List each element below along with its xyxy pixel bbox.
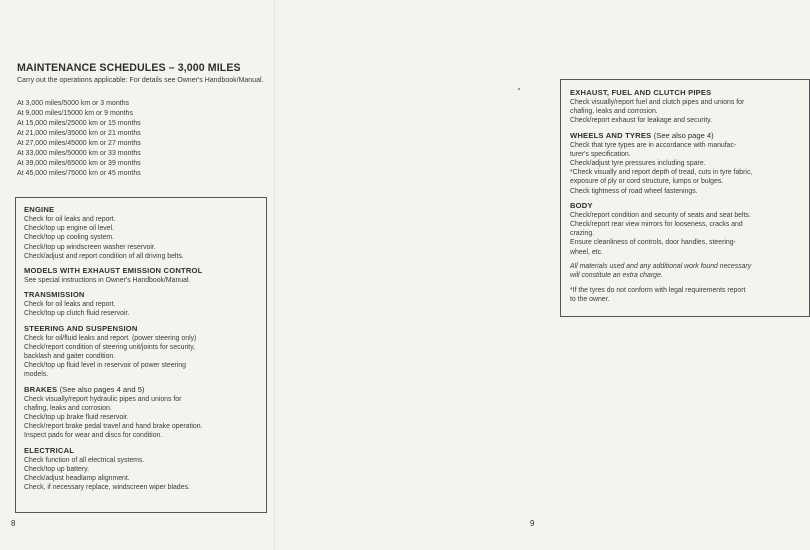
section-title-emission-control [24,266,259,276]
section-note: (See also page 4) [653,130,714,140]
page-title: MAINTENANCE SCHEDULES – 3,000 MILES [17,62,241,74]
extra-charge-note [570,262,802,280]
section-heading: EXHAUST, FUEL AND CLUTCH PIPES [570,88,712,97]
left-checklist-box [15,197,267,513]
checklist-line: *Check visually and report depth of tread, cuts in tyre fabric, [570,169,753,177]
checklist-line: Check for oil leaks and report. [24,301,116,309]
section-heading: ENGINE [24,205,55,214]
checklist-line: Check/report condition and security of seats and seat belts. [570,211,751,219]
section-heading: WHEELS AND TYRES [570,130,652,140]
section-title-body [570,201,802,211]
left-page [0,0,275,550]
checklist-line: Check/report brake pedal travel and hand brake operation. [24,423,203,431]
checklist-line: Check/top up fluid level in reservoir of power steering [24,362,187,370]
schedule-item: At 39,000 miles/65000 km or 39 months [17,160,141,167]
note-line: All materials used and any additional work found necessary [570,262,752,270]
checklist-line: Check/top up windscreen washer reservoir. [24,243,156,251]
right-page [275,0,753,550]
page-number-right: 9 [530,519,535,528]
section-heading: TRANSMISSION [24,290,85,300]
checklist-line: Check/top up clutch fluid reservoir. [24,310,130,318]
schedule-item: At 15,000 miles/25000 km or 15 months [17,120,141,127]
schedule-item: At 33,000 miles/50000 km or 33 months [17,150,141,157]
section-brakes [24,385,259,441]
checklist-line: Check/top up battery. [24,465,89,473]
checklist-line: Check/adjust tyre pressures including spare. [570,160,706,168]
section-transmission [24,290,259,318]
section-body [570,201,802,257]
checklist-line: Check for oil leaks and report. [24,216,116,223]
checklist-line: Check/report rear view mirrors for looseness, cracks and [570,221,743,229]
section-electrical [24,446,259,493]
checklist-line: chafing, leaks and corrosion. [570,108,658,116]
section-engine [24,205,259,261]
checklist-line: Check/top up cooling system. [24,234,115,242]
schedule-item: At 27,000 miles/45000 km or 27 months [17,140,141,147]
section-title-engine [24,205,259,215]
section-emission-control [24,266,259,285]
checklist-line: Check/top up engine oil level. [24,225,115,233]
right-checklist-box [560,79,810,317]
section-wheels-tyres [570,131,802,196]
checklist-line: models. [24,371,49,379]
section-heading: ELECTRICAL [24,445,75,455]
page-mark [518,88,520,90]
checklist-line: Check/adjust and report condition of all driving belts. [24,252,184,260]
checklist-line: Ensure cleanliness of controls, door handles, steering- [570,239,736,247]
checklist-line: Check/adjust headlamp alignment. [24,475,130,483]
section-note: (See also pages 4 and 5) [59,384,145,394]
checklist-line: wheel, etc. [570,248,603,256]
checklist-line: Check/report exhaust for leakage and security. [570,117,712,125]
checklist-line: crazing. [570,230,595,238]
checklist-line: Check function of all electrical systems. [24,456,145,464]
section-heading: STEERING AND SUSPENSION [24,323,138,333]
section-steering-suspension [24,324,259,380]
intro-text: Carry out the operations applicable: For details see Owner's Handbook/Manual. [17,77,264,84]
section-title-transmission [24,290,259,300]
note-line: will constitute an extra charge. [570,272,663,280]
checklist-line: Check tightness of road wheel fastenings. [570,187,698,195]
section-exhaust-fuel-clutch [570,88,802,126]
footnote-line: to the owner. [570,296,610,304]
checklist-line: Inspect pads for wear and discs for condition. [24,432,163,440]
checklist-line: Check, if necessary replace, windscreen wiper blades. [24,484,190,492]
checklist-line: See special instructions in Owner's Handbook/Manual. [24,277,191,285]
section-title-steering-suspension [24,324,259,334]
checklist-line: Check visually/report fuel and clutch pipes and unions for [570,99,745,106]
section-title-brakes [24,385,259,395]
checklist-line: exposure of ply or cord structure, lumps or bulges. [570,178,724,186]
schedule-item: At 45,000 miles/75000 km or 45 months [17,170,141,177]
section-heading: MODELS WITH EXHAUST EMISSION CONTROL [24,266,203,276]
section-heading: BODY [570,200,593,210]
schedule-item: At 9,000 miles/15000 km or 9 months [17,110,133,117]
tyre-footnote [570,286,802,304]
checklist-line: chafing, leaks and corrosion. [24,404,112,412]
checklist-line: Check that tyre types are in accordance with manufac- [570,141,737,149]
schedule-item: At 3,000 miles/5000 km or 3 months [17,100,130,107]
section-title-exhaust-fuel-clutch [570,88,802,98]
footnote-line: *If the tyres do not conform with legal requirements report [570,287,746,295]
checklist-line: turer's specification. [570,150,631,158]
section-title-electrical [24,446,259,456]
checklist-line: Check/top up brake fluid reservoir. [24,414,129,422]
section-heading: BRAKES [24,384,58,394]
schedule-item: At 21,000 miles/35000 km or 21 months [17,130,141,137]
page-number-left: 8 [11,519,16,528]
checklist-line: Check visually/report hydraulic pipes and unions for [24,395,182,403]
checklist-line: backlash and gaiter condition. [24,353,116,361]
checklist-line: Check/report condition of steering unit/joints for security, [24,343,196,351]
section-title-wheels-tyres [570,131,802,141]
mileage-schedule-list [17,99,141,179]
checklist-line: Check for oil/fluid leaks and report. (power steering only) [24,334,197,342]
